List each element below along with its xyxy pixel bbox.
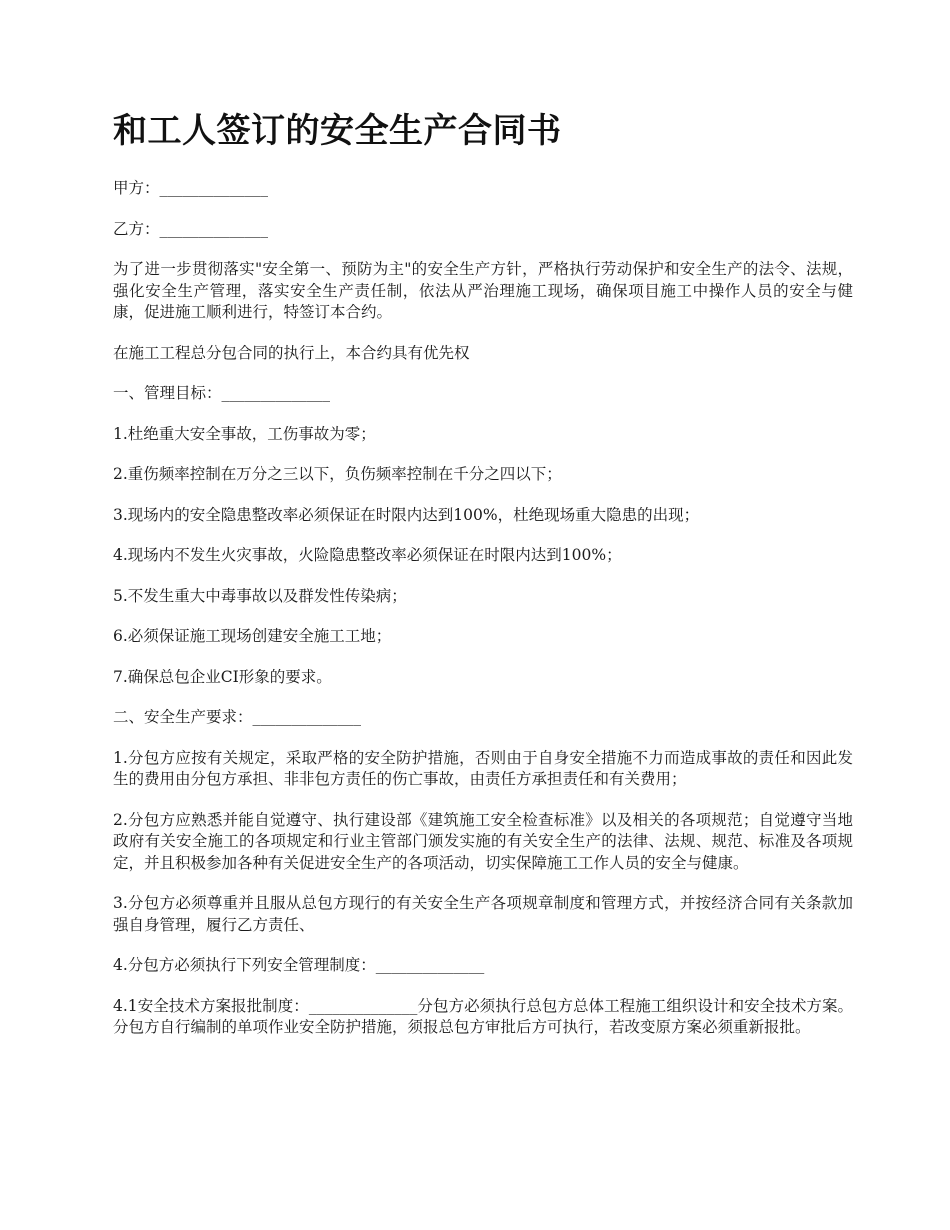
goal-item: 3.现场内的安全隐患整改率必须保证在时限内达到100%，杜绝现场重大隐患的出现； — [113, 505, 700, 524]
requirement-item: 2.分包方应熟悉并能自觉遵守、执行建设部《建筑施工安全检查标准》以及相关的各项规范；自觉遵守当地政府有关安全施工的各项规定和行业主管部门颁发实施的有关安全生产的法律、法规、规范、标准及各项规定，并且积极参加各种有关促进安全生产的各项活动，切实保障施工工作人员的安全与健康。 — [113, 810, 853, 872]
requirement-item: 4.1安全技术方案报批制度：______________分包方必须执行总包方总体工程施工组织设计和安全技术方案。分包方自行编制的单项作业安全防护措施，须报总包方审批后方可执行，若改变原方案必须重新报批。 — [113, 996, 853, 1036]
document-title: 和工人签订的安全生产合同书 — [113, 111, 562, 151]
priority-statement: 在施工工程总分包合同的执行上，本合约具有优先权 — [113, 343, 470, 362]
goal-item: 7.确保总包企业CI形象的要求。 — [113, 667, 332, 686]
intro-paragraph: 为了进一步贯彻落实"安全第一、预防为主"的安全生产方针，严格执行劳动保护和安全生产的法令、法规，强化安全生产管理，落实安全生产责任制，依法从严治理施工现场，确保项目施工中操作人员的安全与健康，促进施工顺利进行，特签订本合约。 — [113, 260, 853, 321]
goal-item: 2.重伤频率控制在万分之三以下，负伤频率控制在千分之四以下； — [113, 465, 562, 483]
requirement-item: 3.分包方必须尊重并且服从总包方现行的有关安全生产各项规章制度和管理方式，并按经济合同有关条款加强自身管理，履行乙方责任、 — [113, 894, 853, 934]
document-page — [113, 108, 853, 1058]
party-b-line: 乙方：______________ — [113, 219, 269, 238]
goal-item: 4.现场内不发生火灾事故，火险隐患整改率必须保证在时限内达到100%； — [113, 546, 622, 564]
section-2-heading: 二、安全生产要求：______________ — [113, 708, 362, 726]
section-1-heading: 一、管理目标：______________ — [113, 384, 331, 402]
goal-item: 1.杜绝重大安全事故，工伤事故为零； — [113, 424, 376, 443]
party-a-line: 甲方：______________ — [113, 179, 269, 197]
goal-item: 6.必须保证施工现场创建安全施工工地； — [113, 627, 392, 645]
goal-item: 5.不发生重大中毒事故以及群发性传染病； — [113, 586, 407, 605]
requirement-item: 1.分包方应按有关规定，采取严格的安全防护措施，否则由于自身安全措施不力而造成事故的责任和因此发生的费用由分包方承担、非非包方责任的伤亡事故，由责任方承担责任和有关费用； — [113, 748, 853, 788]
requirement-item: 4.分包方必须执行下列安全管理制度：______________ — [113, 956, 485, 974]
